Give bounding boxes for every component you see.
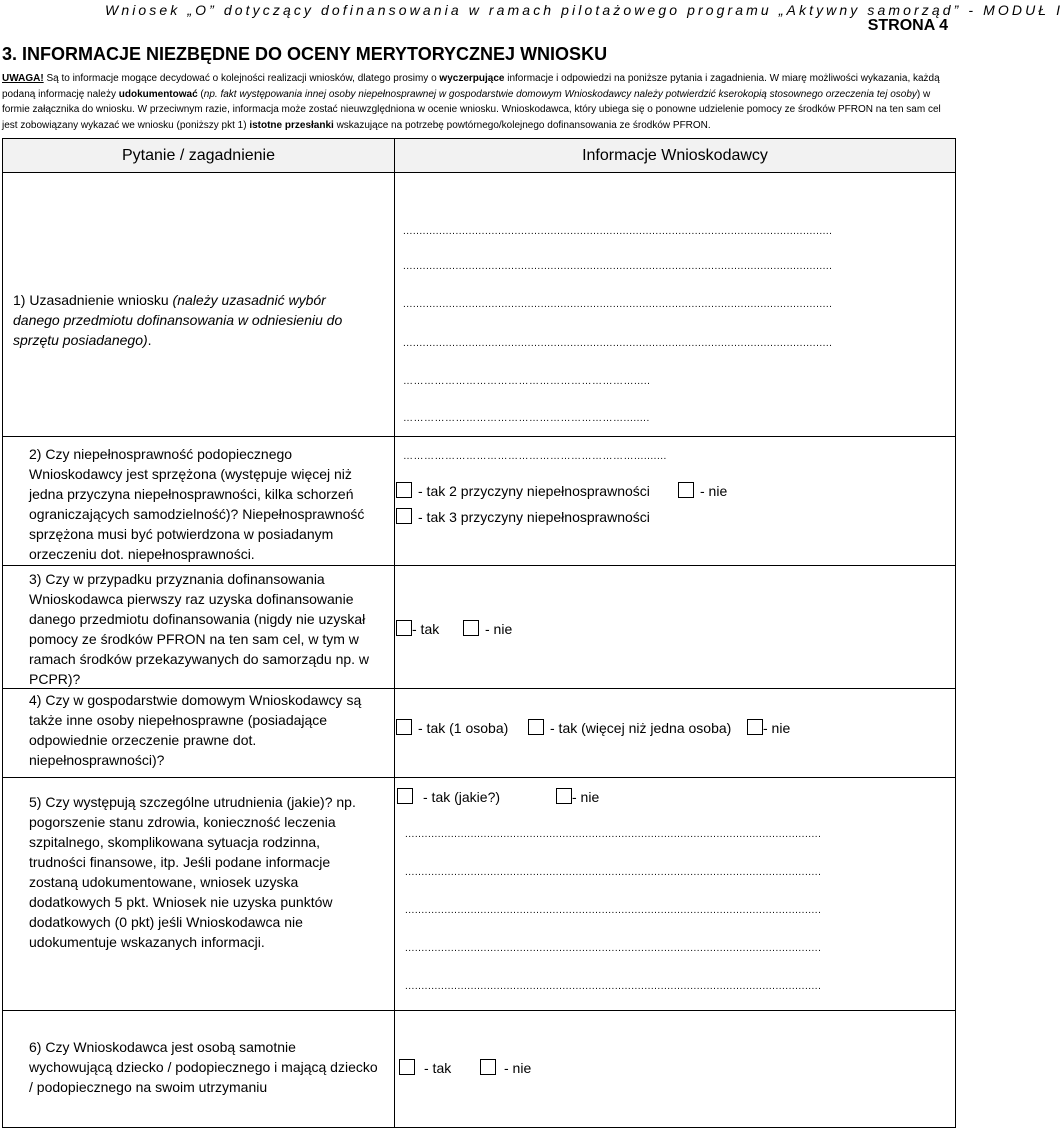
option-yes-2-causes[interactable]: - tak 2 przyczyny niepełnosprawności [396, 482, 650, 499]
checkbox-icon[interactable] [480, 1059, 496, 1075]
intro-emphasis: istotne przesłanki [249, 119, 334, 131]
answer-3-cell [395, 566, 956, 689]
question-1-row [3, 173, 956, 437]
answer-line[interactable]: ................................................................................................................................... [403, 299, 833, 310]
warning-label: UWAGA! [2, 73, 44, 84]
question-5-text: 5) Czy występują szczególne utrudnienia (jakie)? np. pogorszenie stanu zdrowia, konieczność leczenia szpitalnego, skomplikowana sytuacja rodzinna, trudności finansowe, itp. Jeśli podane informacje zostaną udokumentowane, wniosek uzyska dodatkowych 5 pkt. Wniosek nie uzyska punktów dodatkowych (0 pkt) jeśli Wnioskodawca nie udokumentuje wskazanych informacji. [29, 794, 356, 950]
section-title: 3. INFORMACJE NIEZBĘDNE DO OCENY MERYTORYCZNEJ WNIOSKU [2, 44, 608, 64]
question-6-row [3, 1011, 956, 1128]
intro-emphasis: wyczerpujące [439, 73, 505, 84]
question-2-cell [3, 437, 395, 566]
checkbox-icon[interactable] [397, 788, 413, 804]
option-no[interactable]: - nie [463, 620, 512, 637]
question-2-row [3, 437, 956, 566]
answer-line[interactable]: ............................................................................................................................... [405, 829, 822, 840]
intro-example: np. fakt występowania innej osoby niepełnosprawnej w gospodarstwie domowym Wnioskodawcy należy potwierdzić kserokopią stosownego orzeczenia tej osoby [203, 88, 917, 100]
checkbox-icon[interactable] [396, 719, 412, 735]
checkbox-icon[interactable] [399, 1059, 415, 1075]
checkbox-icon[interactable] [396, 482, 412, 498]
checkbox-icon[interactable] [747, 719, 763, 735]
intro-text: Są to informacje mogące decydować o kolejności realizacji wniosków, dlatego prosimy o [43, 73, 440, 84]
answer-line[interactable]: ............................................................................................................................... [405, 867, 822, 878]
option-no[interactable]: - nie [678, 482, 727, 499]
checkbox-icon[interactable] [463, 620, 479, 636]
option-no[interactable]: - nie [480, 1059, 531, 1076]
option-yes[interactable]: - tak [399, 1059, 451, 1076]
answer-line[interactable]: ................................................................................................................................... [403, 261, 833, 272]
column-header-question: Pytanie / zagadnienie [3, 139, 395, 173]
checkbox-icon[interactable] [678, 482, 694, 498]
intro-text: ) w formie załącznika do wniosku. W przeciwnym razie, informacja może zostać nieuwzględniona w ocenie wniosku. Wnioskodawca, który ubiega się o ponowne udzielenie pomocy ze środków PFRON na ten sam cel jest zobowiązany wykazać we wniosku (poniższy pkt 1) [2, 88, 941, 131]
option-no[interactable]: - nie [747, 719, 790, 736]
page-number: STRONA 4 [867, 17, 948, 34]
answer-line[interactable]: ………………………………………………………….......... [403, 451, 667, 462]
question-3-text: 3) Czy w przypadku przyznania dofinansowania Wnioskodawca pierwszy raz uzyska dofinansowanie danego przedmiotu dofinansowania (nigdy nie uzyskał pomocy ze środków PFRON na ten sam cel, w tym w ramach środków przekazywanych do samorządu np. w PCPR)? [29, 571, 370, 687]
answer-line[interactable]: ………………………………………………………........ [403, 413, 650, 424]
table-header-row [3, 139, 956, 173]
question-6-text: 6) Czy Wnioskodawca jest osobą samotnie wychowującą dziecko / podopiecznego i mającą dziecko / podopiecznego na swoim utrzymaniu [29, 1039, 378, 1095]
answer-line[interactable]: ................................................................................................................................... [403, 226, 833, 237]
option-yes[interactable]: - tak [396, 620, 439, 637]
answer-line[interactable]: ............................................................................................................................... [405, 905, 822, 916]
answer-line[interactable]: ................................................................................................................................... [403, 338, 833, 349]
question-6-cell [3, 1011, 395, 1128]
question-1-text: 1) Uzasadnienie wniosku (należy uzasadnić wybór danego przedmiotu dofinansowania w odniesieniu do sprzętu posiadanego). [13, 292, 343, 348]
question-1-cell [3, 173, 395, 437]
intro-note [2, 71, 954, 133]
answer-5-cell [395, 778, 956, 1011]
question-5-cell [3, 778, 395, 1011]
answer-4-cell [395, 689, 956, 778]
checkbox-icon[interactable] [396, 620, 412, 636]
intro-text: ( [197, 88, 204, 100]
option-yes-3-causes[interactable]: - tak 3 przyczyny niepełnosprawności [396, 508, 650, 525]
option-yes-which[interactable]: - tak (jakie?) [397, 788, 500, 805]
question-5-row [3, 778, 956, 1011]
question-3-cell [3, 566, 395, 689]
answer-line[interactable]: ............................................................................................................................... [405, 981, 822, 992]
question-2-text: 2) Czy niepełnosprawność podopiecznego Wnioskodawcy jest sprzężona (występuje więcej niż jedna przyczyna niepełnosprawności, kilka schorzeń ograniczających samodzielność)? Niepełnosprawność sprzężona musi być potwierdzona w posiadanym orzeczeniu dot. niepełnosprawności. [29, 446, 365, 562]
answer-1-cell[interactable] [395, 173, 956, 462]
option-no[interactable]: - nie [556, 788, 599, 805]
answer-line[interactable]: …………………………………………………………..... [403, 376, 651, 387]
intro-emphasis: udokumentować [118, 88, 198, 100]
answer-2-cell [395, 437, 956, 566]
intro-text: wskazujące na potrzebę powtórnego/kolejnego dofinansowania ze środków PFRON. [333, 119, 711, 131]
question-4-row [3, 689, 956, 778]
checkbox-icon[interactable] [528, 719, 544, 735]
option-yes-more-persons[interactable]: - tak (więcej niż jedna osoba) [528, 719, 731, 736]
answer-line[interactable]: ............................................................................................................................... [405, 943, 822, 954]
document-header-title: Wniosek „O” dotyczący dofinansowania w ramach pilotażowego programu „Aktywny samorząd” - MODUŁ I [105, 2, 1063, 18]
question-4-text: 4) Czy w gospodarstwie domowym Wnioskodawcy są także inne osoby niepełnosprawne (posiadające odpowiednie orzeczenie prawne dot. niepełnosprawności)? [29, 692, 362, 768]
column-header-answer: Informacje Wnioskodawcy [395, 139, 956, 173]
answer-6-cell [395, 1011, 956, 1128]
option-yes-one-person[interactable]: - tak (1 osoba) [396, 719, 508, 736]
question-4-cell [3, 689, 395, 778]
checkbox-icon[interactable] [556, 788, 572, 804]
intro-text: informacje i odpowiedzi na poniższe pytania i zagadnienia. W miarę możliwości wykazania, każdą podaną informację należy [2, 73, 940, 100]
checkbox-icon[interactable] [396, 508, 412, 524]
question-3-row [3, 566, 956, 689]
questions-table [2, 138, 956, 1128]
